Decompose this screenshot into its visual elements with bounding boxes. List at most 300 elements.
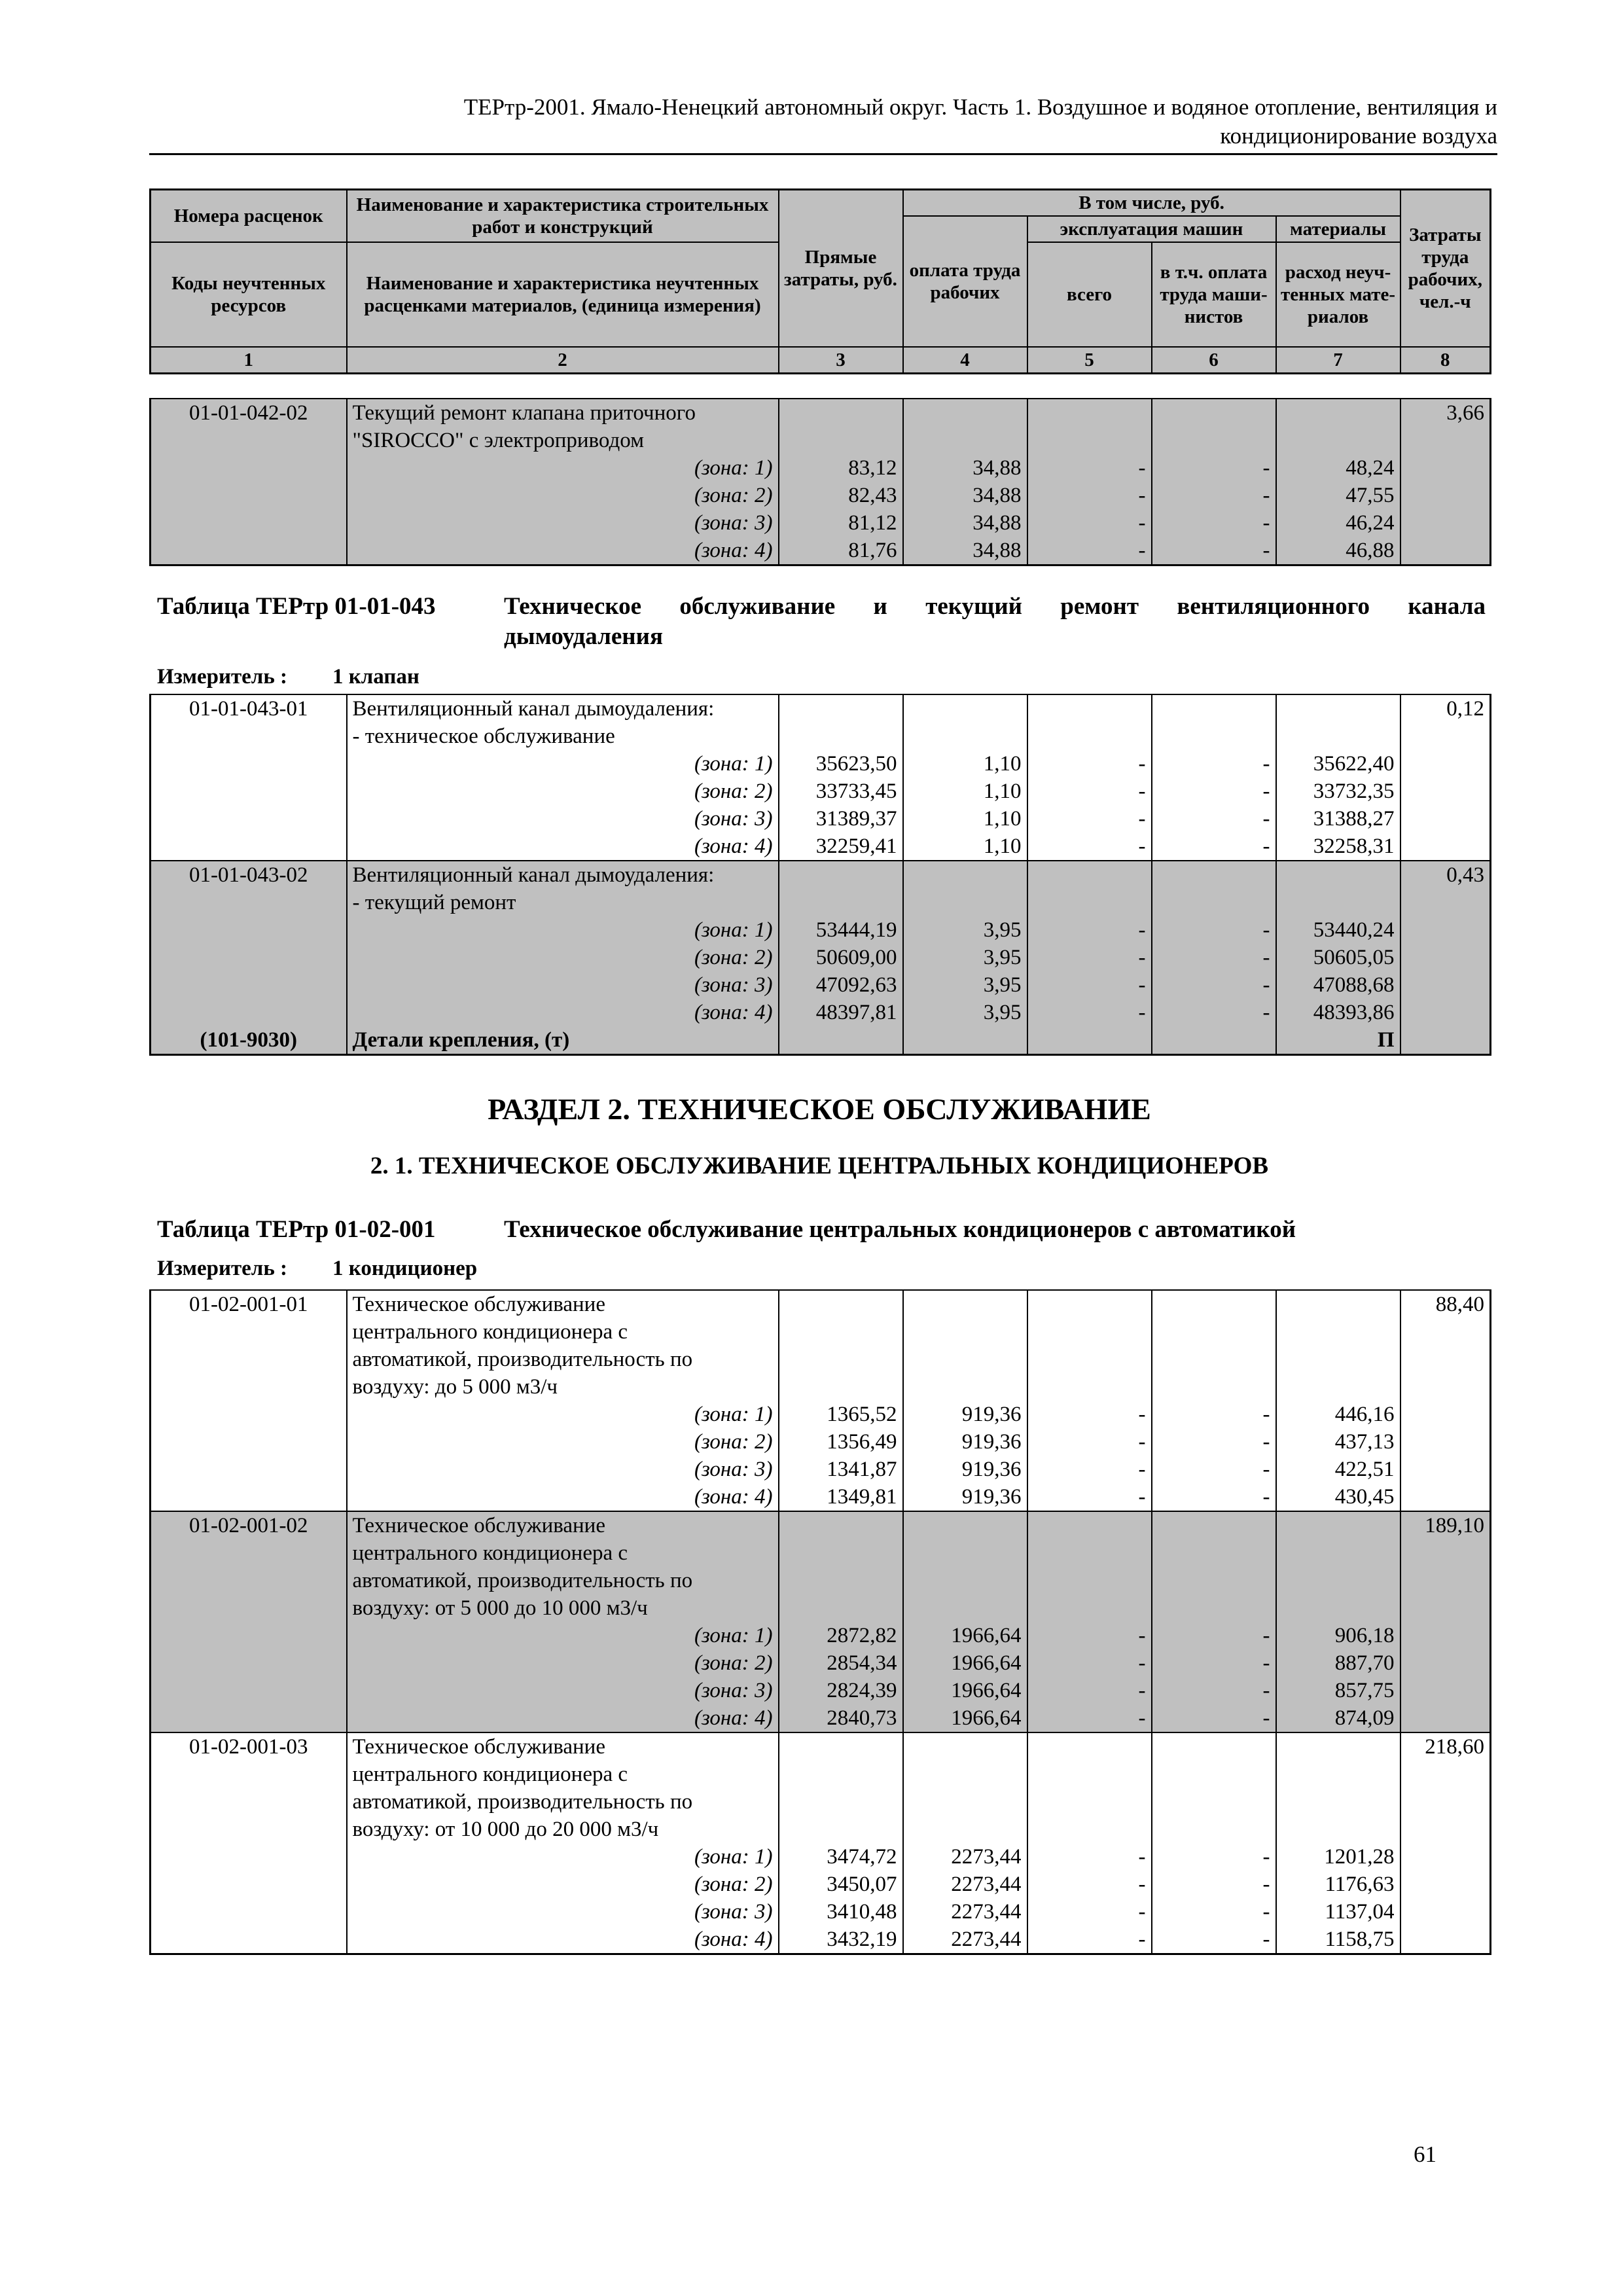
machines-cell: - (1027, 944, 1152, 971)
empty-cell (779, 1816, 903, 1843)
rate-name-cell: Техническое обслуживание (347, 1290, 779, 1318)
wages-cell: 919,36 (903, 1483, 1027, 1511)
empty-cell (779, 889, 903, 916)
zone-cell (347, 1871, 779, 1898)
empty-cell (1276, 723, 1400, 750)
zone-label: (зона: 4) (694, 834, 773, 858)
materials-cell: 47088,68 (1276, 971, 1400, 999)
rate-code-cell (151, 1788, 347, 1816)
labor-cell (1400, 971, 1491, 999)
table-row (151, 1346, 1491, 1373)
column-number: 6 (1152, 347, 1276, 374)
materials-cell: 1201,28 (1276, 1843, 1400, 1871)
materials-cell: 46,88 (1276, 537, 1400, 565)
machines-cell: - (1027, 1428, 1152, 1456)
zone-label: (зона: 4) (694, 1706, 773, 1730)
rate-code-cell (151, 1926, 347, 1954)
machines-cell: - (1027, 1401, 1152, 1428)
direct-cost-cell: 3432,19 (779, 1926, 903, 1954)
zone-cell (347, 1704, 779, 1732)
empty-cell (779, 723, 903, 750)
zone-label: (зона: 2) (694, 946, 773, 969)
zone-label: (зона: 2) (694, 1873, 773, 1896)
table-row (151, 778, 1491, 805)
table-row (151, 694, 1491, 723)
wages-cell: 3,95 (903, 944, 1027, 971)
rate-code-cell (151, 1401, 347, 1428)
table-043-label: Таблица ТЕРтр 01-01-043 (157, 593, 436, 620)
empty-cell (1027, 723, 1152, 750)
zone-label: (зона: 2) (694, 780, 773, 803)
rate-code-cell (151, 971, 347, 999)
materials-cell: 33732,35 (1276, 778, 1400, 805)
table-row (151, 1594, 1491, 1622)
labor-cell (1400, 1843, 1491, 1871)
empty-cell (1027, 1511, 1152, 1539)
wages-cell: 1,10 (903, 778, 1027, 805)
zone-label: (зона: 3) (694, 1679, 773, 1702)
rate-name-cell: Вентиляционный канал дымоудаления: (347, 861, 779, 889)
wages-cell: 34,88 (903, 482, 1027, 509)
empty-cell (903, 1761, 1027, 1788)
zone-cell (347, 1428, 779, 1456)
machines-cell: - (1027, 1843, 1152, 1871)
wages-cell: 1,10 (903, 833, 1027, 861)
machinist-wages-cell: - (1152, 1401, 1276, 1428)
empty-cell (1152, 723, 1276, 750)
column-number: 4 (903, 347, 1027, 374)
rate-code-cell (151, 537, 347, 565)
labor-cell (1400, 1428, 1491, 1456)
materials-cell: 906,18 (1276, 1622, 1400, 1649)
empty-cell (903, 1318, 1027, 1346)
rate-name-cell: - техническое обслуживание (347, 723, 779, 750)
empty-cell (779, 694, 903, 723)
empty-cell (1276, 427, 1400, 454)
labor-cell (1400, 1677, 1491, 1704)
table-row (151, 805, 1491, 833)
col4-header: оплата труда рабочих (903, 216, 1027, 347)
page-number: 61 (1414, 2142, 1436, 2167)
materials-cell: 446,16 (1276, 1401, 1400, 1428)
machinist-wages-cell: - (1152, 537, 1276, 565)
table-043-title-line1: Техническое обслуживание и текущий ремонт вентиляционного канала (504, 593, 1486, 620)
rate-code-cell (151, 1594, 347, 1622)
table-row (151, 1816, 1491, 1843)
machinist-wages-cell: - (1152, 1428, 1276, 1456)
rate-code-cell (151, 833, 347, 861)
empty-cell (1276, 889, 1400, 916)
rate-code-cell (151, 1898, 347, 1926)
labor-cell: 218,60 (1400, 1732, 1491, 1761)
zone-label: (зона: 3) (694, 1900, 773, 1924)
zone-cell (347, 1843, 779, 1871)
rate-code-cell: 01-02-001-03 (151, 1732, 347, 1761)
empty-cell (1027, 1788, 1152, 1816)
table-row (151, 1704, 1491, 1732)
machinist-wages-cell: - (1152, 805, 1276, 833)
table-row (151, 861, 1491, 889)
empty-cell (1152, 1373, 1276, 1401)
empty-cell (1276, 1318, 1400, 1346)
zone-label: (зона: 1) (694, 456, 773, 480)
empty-cell (779, 1346, 903, 1373)
machinist-wages-cell: - (1152, 971, 1276, 999)
rate-code-cell (151, 1871, 347, 1898)
rate-code-cell (151, 1649, 347, 1677)
zone-label: (зона: 4) (694, 1001, 773, 1024)
column-number: 5 (1027, 347, 1152, 374)
table-row (151, 971, 1491, 999)
section-subtitle: 2. 1. ТЕХНИЧЕСКОЕ ОБСЛУЖИВАНИЕ ЦЕНТРАЛЬНЫХ КОНДИЦИОНЕРОВ (370, 1153, 1269, 1179)
zone-cell (347, 944, 779, 971)
empty-cell (779, 1026, 903, 1055)
rate-name-cell: воздуху: от 10 000 до 20 000 м3/ч (347, 1816, 779, 1843)
rate-code-cell (151, 1677, 347, 1704)
labor-cell (1400, 537, 1491, 565)
machines-cell: - (1027, 805, 1152, 833)
machinist-wages-cell: - (1152, 944, 1276, 971)
empty-cell (779, 1539, 903, 1567)
zone-cell (347, 750, 779, 778)
labor-cell: 189,10 (1400, 1511, 1491, 1539)
table-02-001-title (157, 1215, 1486, 1245)
empty-cell (1027, 1761, 1152, 1788)
col3-header: Прямые затраты, руб. (779, 190, 903, 348)
empty-cell (903, 399, 1027, 427)
zone-cell (347, 454, 779, 482)
resource-name-cell: Детали крепления, (т) (347, 1026, 779, 1055)
machines-cell: - (1027, 1483, 1152, 1511)
empty-cell (1276, 861, 1400, 889)
col1-top-header: Номера расценок (151, 190, 347, 243)
table-row (151, 1567, 1491, 1594)
zone-label: (зона: 1) (694, 1845, 773, 1869)
rates-table-02-001 (149, 1289, 1491, 1955)
col1-bottom-header: Коды неучтенных ресурсов (151, 242, 347, 347)
direct-cost-cell: 2872,82 (779, 1622, 903, 1649)
rate-code-cell (151, 1567, 347, 1594)
machines-cell: - (1027, 537, 1152, 565)
rate-code-cell (151, 1483, 347, 1511)
rate-name-cell: Текущий ремонт клапана приточного (347, 399, 779, 427)
machinist-wages-cell: - (1152, 833, 1276, 861)
section-title: РАЗДЕЛ 2. ТЕХНИЧЕСКОЕ ОБСЛУЖИВАНИЕ (488, 1092, 1151, 1126)
direct-cost-cell: 3410,48 (779, 1898, 903, 1926)
materials-cell: 430,45 (1276, 1483, 1400, 1511)
col7-header: расход неуч-тенных мате-риалов (1276, 242, 1400, 347)
machines-cell: - (1027, 509, 1152, 537)
empty-cell (903, 1816, 1027, 1843)
wages-cell: 34,88 (903, 537, 1027, 565)
empty-cell (1152, 861, 1276, 889)
machines-cell: - (1027, 778, 1152, 805)
empty-cell (903, 1373, 1027, 1401)
empty-cell (1152, 1539, 1276, 1567)
column-number: 8 (1400, 347, 1491, 374)
zone-label: (зона: 4) (694, 539, 773, 562)
table-row (151, 1483, 1491, 1511)
resource-code-cell: (101-9030) (151, 1026, 347, 1055)
wages-cell: 2273,44 (903, 1926, 1027, 1954)
table-row (151, 1677, 1491, 1704)
table-row (151, 750, 1491, 778)
direct-cost-cell: 2824,39 (779, 1677, 903, 1704)
empty-cell (903, 427, 1027, 454)
machines-cell: - (1027, 1898, 1152, 1926)
zone-cell (347, 971, 779, 999)
empty-cell (1152, 1026, 1276, 1055)
labor-cell: 0,12 (1400, 694, 1491, 723)
column-numbers-row (151, 347, 1491, 374)
direct-cost-cell: 1349,81 (779, 1483, 903, 1511)
direct-cost-cell: 48397,81 (779, 999, 903, 1026)
rate-code-cell (151, 454, 347, 482)
rate-name-cell: Вентиляционный канал дымоудаления: (347, 694, 779, 723)
wages-cell: 34,88 (903, 454, 1027, 482)
table-row (151, 833, 1491, 861)
rate-code-cell (151, 723, 347, 750)
empty-cell (779, 1290, 903, 1318)
table-043-title (157, 592, 1486, 652)
labor-cell (1400, 1871, 1491, 1898)
machines-cell: - (1027, 833, 1152, 861)
rate-code-cell: 01-02-001-01 (151, 1290, 347, 1318)
empty-cell (1152, 1732, 1276, 1761)
materials-cell: 1137,04 (1276, 1898, 1400, 1926)
empty-cell (1152, 1594, 1276, 1622)
table-043-title-line2: дымоудаления (504, 623, 663, 650)
rate-code-cell (151, 509, 347, 537)
empty-cell (1027, 1346, 1152, 1373)
machinist-wages-cell: - (1152, 1843, 1276, 1871)
zone-cell (347, 1456, 779, 1483)
rate-code-cell (151, 1843, 347, 1871)
labor-cell: 3,66 (1400, 399, 1491, 427)
machinist-wages-cell: - (1152, 454, 1276, 482)
labor-cell (1400, 1346, 1491, 1373)
empty-cell (1276, 1539, 1400, 1567)
rate-code-cell (151, 1622, 347, 1649)
machinist-wages-cell: - (1152, 1677, 1276, 1704)
wages-cell: 3,95 (903, 999, 1027, 1026)
empty-cell (1152, 1761, 1276, 1788)
empty-cell (1276, 1788, 1400, 1816)
rate-code-cell (151, 944, 347, 971)
empty-cell (1027, 399, 1152, 427)
column-number: 7 (1276, 347, 1400, 374)
direct-cost-cell: 81,12 (779, 509, 903, 537)
rate-code-cell (151, 1373, 347, 1401)
direct-cost-cell: 2840,73 (779, 1704, 903, 1732)
empty-cell (903, 1346, 1027, 1373)
materials-cell: 422,51 (1276, 1456, 1400, 1483)
machines-cell: - (1027, 1871, 1152, 1898)
table-row (151, 1926, 1491, 1954)
materials-cell: 437,13 (1276, 1428, 1400, 1456)
empty-cell (903, 1732, 1027, 1761)
empty-cell (779, 399, 903, 427)
zone-label: (зона: 3) (694, 973, 773, 997)
rate-code-cell: 01-01-042-02 (151, 399, 347, 427)
empty-cell (779, 1788, 903, 1816)
column-number: 1 (151, 347, 347, 374)
table-row (151, 482, 1491, 509)
empty-cell (1276, 1511, 1400, 1539)
rate-name-cell: - текущий ремонт (347, 889, 779, 916)
materials-header: материалы (1276, 216, 1400, 242)
labor-cell (1400, 482, 1491, 509)
empty-cell (1152, 1346, 1276, 1373)
machines-cell: - (1027, 1456, 1152, 1483)
rate-code-cell: 01-02-001-02 (151, 1511, 347, 1539)
labor-cell (1400, 1373, 1491, 1401)
machinist-wages-cell: - (1152, 1898, 1276, 1926)
table-02-001-label: Таблица ТЕРтр 01-02-001 (157, 1216, 436, 1243)
materials-cell: 32258,31 (1276, 833, 1400, 861)
rate-code-cell (151, 1539, 347, 1567)
table-row (151, 509, 1491, 537)
empty-cell (1276, 1290, 1400, 1318)
empty-cell (1152, 1788, 1276, 1816)
rate-name-cell: автоматикой, производительность по (347, 1567, 779, 1594)
zone-label: (зона: 3) (694, 1458, 773, 1481)
direct-cost-cell: 50609,00 (779, 944, 903, 971)
table-row (151, 1649, 1491, 1677)
empty-cell (779, 1511, 903, 1539)
rates-table-043 (149, 694, 1491, 1056)
materials-cell: 1158,75 (1276, 1926, 1400, 1954)
empty-cell (1152, 1567, 1276, 1594)
empty-cell (903, 1788, 1027, 1816)
wages-cell: 2273,44 (903, 1898, 1027, 1926)
empty-cell (1027, 1816, 1152, 1843)
wages-cell: 1966,64 (903, 1622, 1027, 1649)
labor-cell (1400, 1898, 1491, 1926)
table-row (151, 1428, 1491, 1456)
labor-cell (1400, 1456, 1491, 1483)
rate-code-cell (151, 805, 347, 833)
zone-cell (347, 1401, 779, 1428)
wages-cell: 34,88 (903, 509, 1027, 537)
machinist-wages-cell: - (1152, 916, 1276, 944)
empty-cell (1276, 694, 1400, 723)
machines-cell: - (1027, 750, 1152, 778)
zone-label: (зона: 1) (694, 1624, 773, 1647)
rate-code-cell: 01-01-043-02 (151, 861, 347, 889)
zone-cell (347, 1622, 779, 1649)
zone-label: (зона: 4) (694, 1928, 773, 1951)
machines-cell: - (1027, 1649, 1152, 1677)
resource-row (151, 1026, 1491, 1055)
empty-cell (1400, 1026, 1491, 1055)
empty-cell (1027, 1567, 1152, 1594)
rate-code-cell (151, 482, 347, 509)
table-row (151, 1539, 1491, 1567)
empty-cell (903, 1594, 1027, 1622)
zone-cell (347, 805, 779, 833)
wages-cell: 1,10 (903, 750, 1027, 778)
empty-cell (1276, 399, 1400, 427)
empty-cell (903, 694, 1027, 723)
zone-cell (347, 509, 779, 537)
empty-cell (1152, 1816, 1276, 1843)
materials-cell: 46,24 (1276, 509, 1400, 537)
machinist-wages-cell: - (1152, 778, 1276, 805)
table-row (151, 454, 1491, 482)
direct-cost-cell: 33733,45 (779, 778, 903, 805)
empty-cell (903, 861, 1027, 889)
empty-cell (1276, 1373, 1400, 1401)
empty-cell (1276, 1732, 1400, 1761)
col5-header: всего (1027, 242, 1152, 347)
machinist-wages-cell: - (1152, 999, 1276, 1026)
col2-bottom-header: Наименование и характеристика неучтенных расценками материалов, (единица измерения) (347, 242, 779, 347)
machines-cell: - (1027, 971, 1152, 999)
table-row (151, 1761, 1491, 1788)
measure-label: Измеритель : (157, 665, 288, 689)
machinist-wages-cell: - (1152, 1483, 1276, 1511)
materials-cell: 48,24 (1276, 454, 1400, 482)
empty-cell (1276, 1816, 1400, 1843)
labor-cell: 88,40 (1400, 1290, 1491, 1318)
zone-cell (347, 833, 779, 861)
incl-header: В том числе, руб. (903, 190, 1400, 217)
machinist-wages-cell: - (1152, 1704, 1276, 1732)
labor-cell (1400, 1761, 1491, 1788)
empty-cell (1276, 1594, 1400, 1622)
empty-cell (903, 1567, 1027, 1594)
empty-cell (779, 1567, 903, 1594)
empty-cell (1027, 1732, 1152, 1761)
wages-cell: 1966,64 (903, 1704, 1027, 1732)
direct-cost-cell: 35623,50 (779, 750, 903, 778)
zone-label: (зона: 1) (694, 918, 773, 942)
machinist-wages-cell: - (1152, 1649, 1276, 1677)
labor-cell (1400, 1483, 1491, 1511)
labor-cell (1400, 750, 1491, 778)
machinist-wages-cell: - (1152, 509, 1276, 537)
empty-cell (779, 1373, 903, 1401)
zone-cell (347, 537, 779, 565)
labor-cell (1400, 1594, 1491, 1622)
empty-cell (779, 1318, 903, 1346)
table-row (151, 1511, 1491, 1539)
empty-cell (1152, 1511, 1276, 1539)
table-02-001-title-text: Техническое обслуживание центральных кондиционеров с автоматикой (504, 1216, 1296, 1243)
labor-cell (1400, 889, 1491, 916)
rate-code-cell (151, 1761, 347, 1788)
rate-code-cell (151, 750, 347, 778)
empty-cell (1276, 1346, 1400, 1373)
direct-cost-cell: 53444,19 (779, 916, 903, 944)
rate-name-cell: центрального кондиционера с (347, 1761, 779, 1788)
empty-cell (1027, 427, 1152, 454)
rate-code-cell: 01-01-043-01 (151, 694, 347, 723)
rate-name-cell: Техническое обслуживание (347, 1732, 779, 1761)
table-043-measure (157, 665, 419, 689)
table-row (151, 1290, 1491, 1318)
labor-cell (1400, 1567, 1491, 1594)
materials-cell: 857,75 (1276, 1677, 1400, 1704)
empty-cell (1276, 1567, 1400, 1594)
empty-cell (1027, 1026, 1152, 1055)
labor-cell (1400, 1926, 1491, 1954)
labor-cell (1400, 916, 1491, 944)
empty-cell (903, 889, 1027, 916)
rate-code-cell (151, 1428, 347, 1456)
empty-cell (1152, 1290, 1276, 1318)
